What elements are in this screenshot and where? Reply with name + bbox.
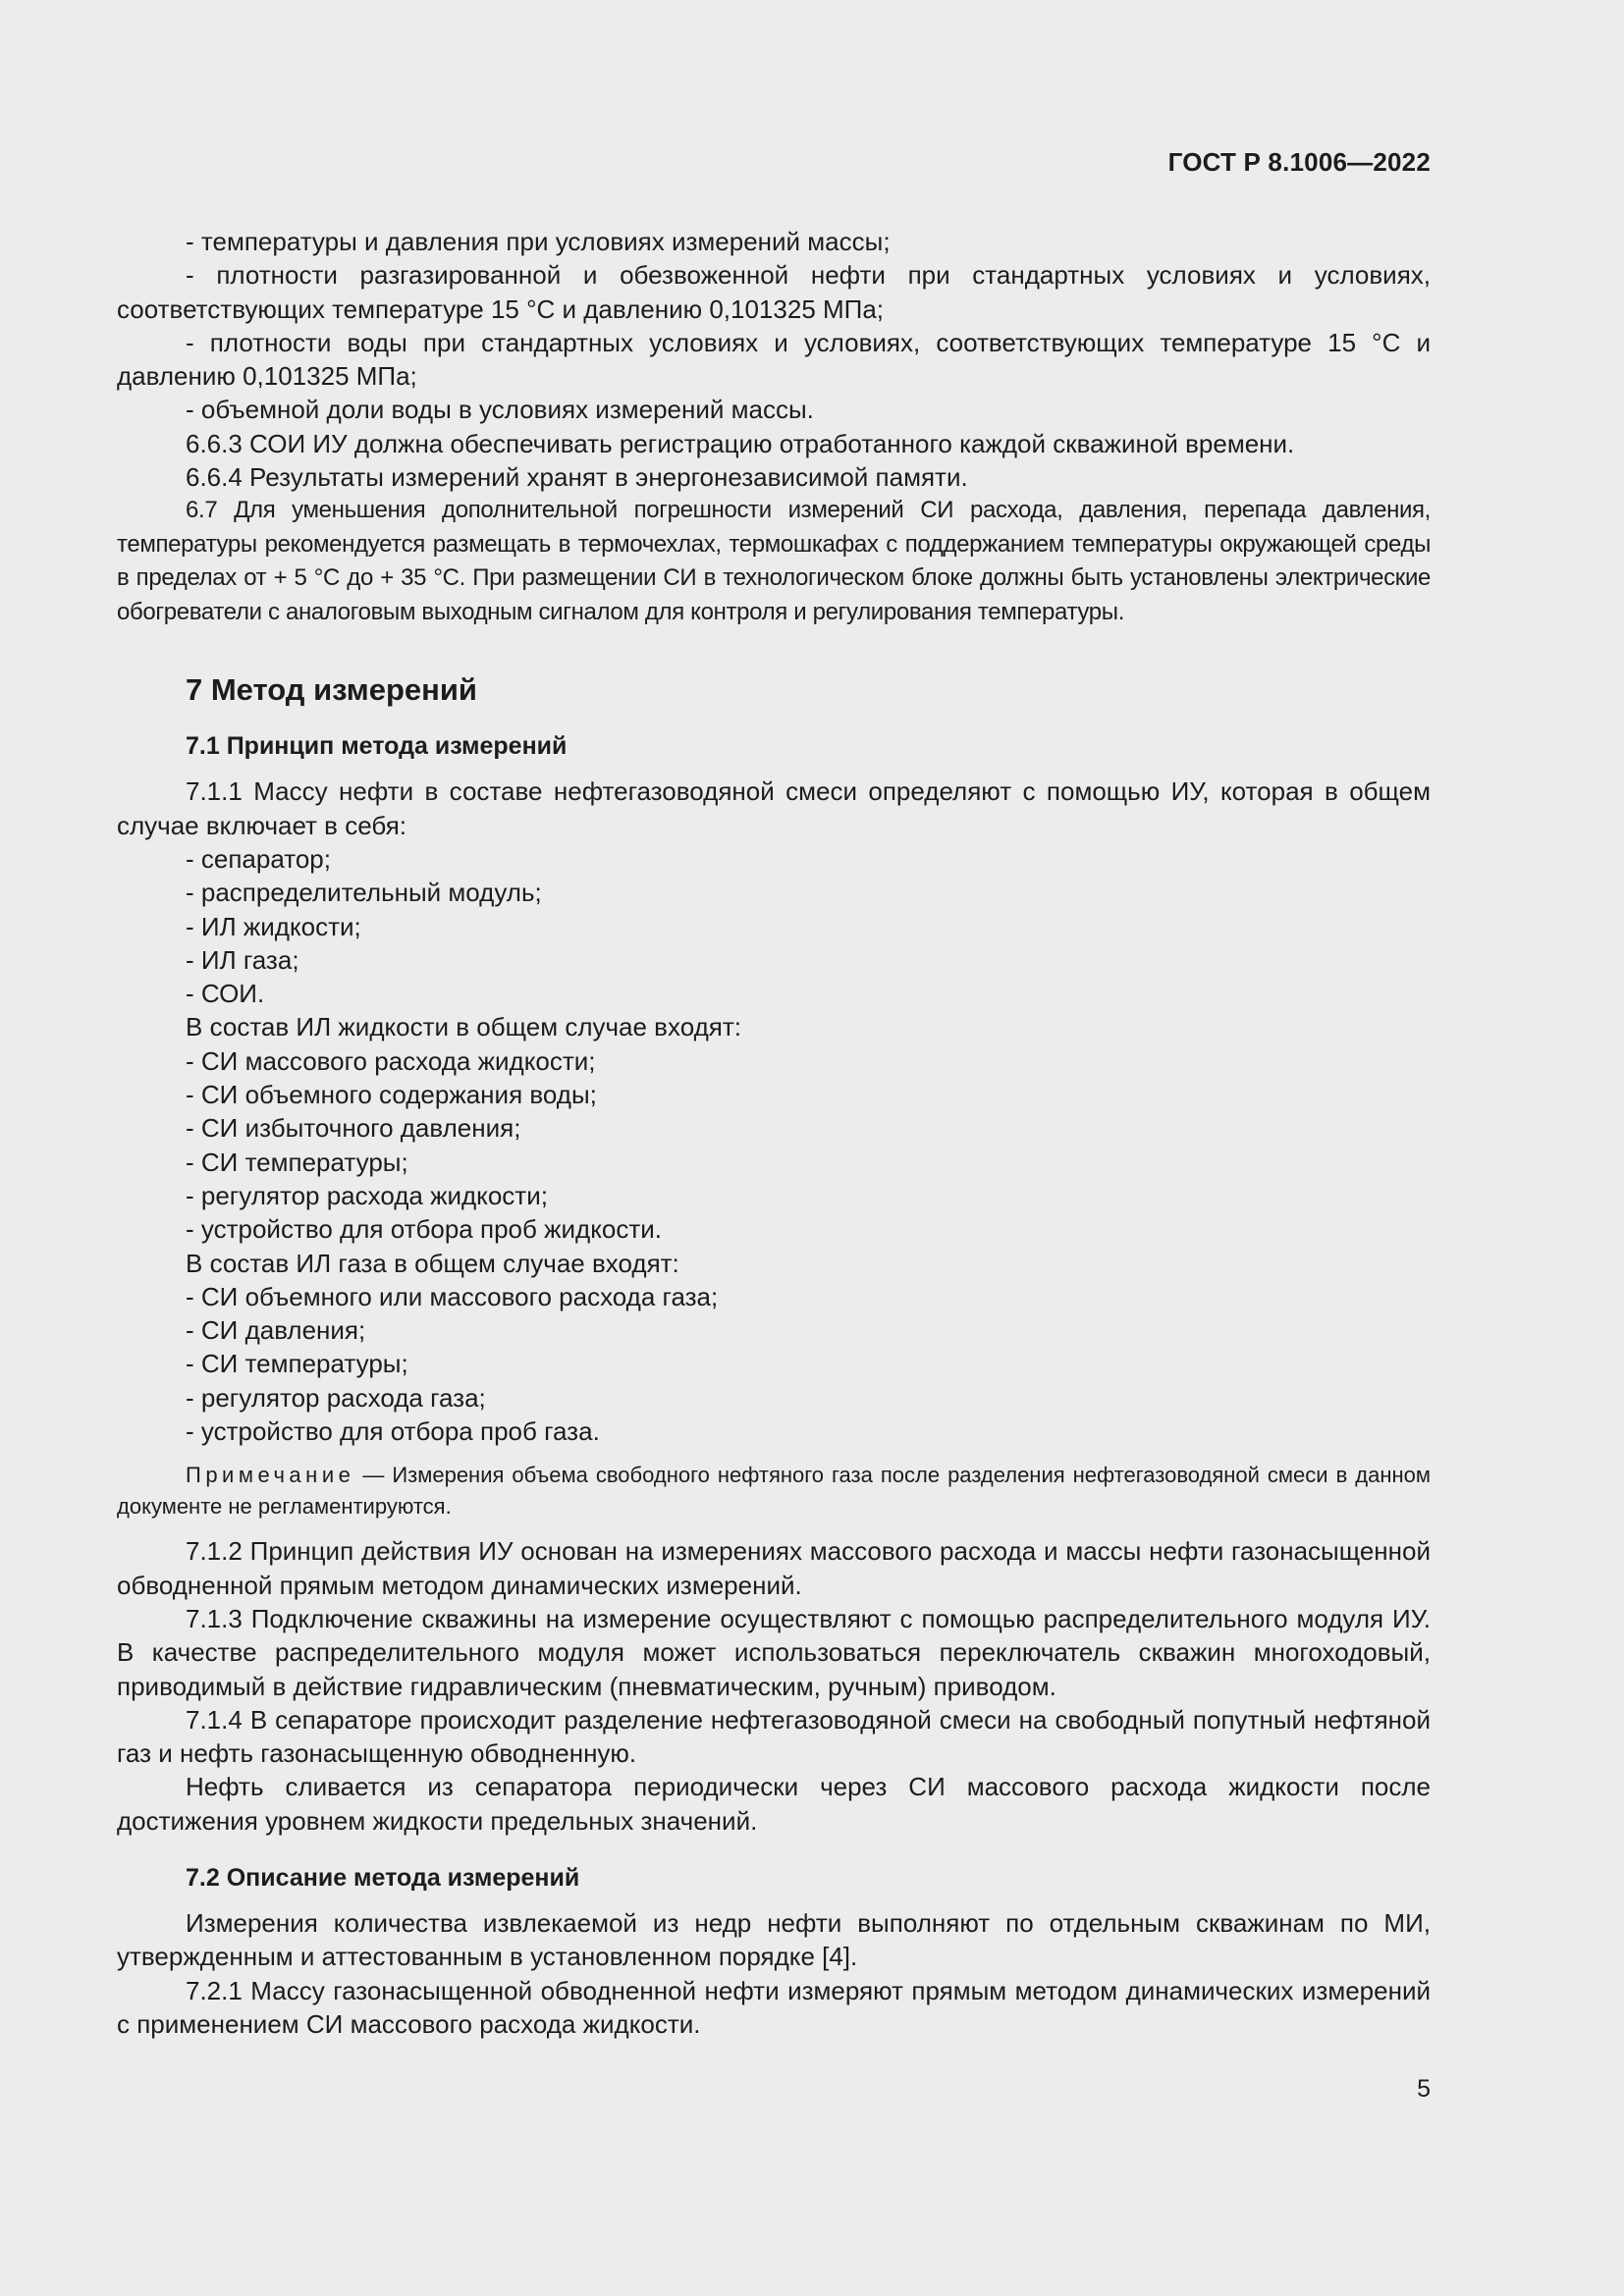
list-item: - СИ объемного содержания воды; [186, 1080, 597, 1110]
list-item: - СИ избыточного давления; [186, 1113, 521, 1144]
list-item: - устройство для отбора проб жидкости. [186, 1214, 662, 1245]
clause-7-1-3: 7.1.3 Подключение скважины на измерение осуществляют с помощью распределительного модуля ИУ. В качестве распределительного модуля может использоваться переключатель скважин многоходовый, приводимый в действие гидравлическим (пневматическим, ручным) приводом. [117, 1603, 1431, 1701]
subsection-7-1-heading: 7.1 Принцип метода измерений [186, 732, 568, 761]
list-item: - ИЛ газа; [186, 944, 299, 975]
clause-7-1-4: 7.1.4 В сепараторе происходит разделение нефтегазоводяной смеси на свободный попутный нефтяной газ и нефть газонасыщенную обводненную. [117, 1704, 1431, 1769]
note-label: Примечание [186, 1463, 355, 1488]
clause-7-1-2: 7.1.2 Принцип действия ИУ основан на измерениях массового расхода и массы нефти газонасыщенной обводненной прямым методом динамических измерений. [117, 1536, 1431, 1600]
list-item: - устройство для отбора проб газа. [186, 1416, 600, 1447]
gas-line-intro: В состав ИЛ газа в общем случае входят: [186, 1248, 679, 1278]
list-item: - регулятор расхода газа; [186, 1382, 486, 1413]
page-number: 5 [1417, 2075, 1431, 2103]
list-item: - распределительный модуль; [186, 878, 542, 908]
clause-7-2-1: 7.2.1 Массу газонасыщенной обводненной нефти измеряют прямым методом динамических измерений с применением СИ массового расхода жидкости. [117, 1975, 1431, 2039]
list-item: - СОИ. [186, 979, 265, 1009]
clause-6-6-3: 6.6.3 СОИ ИУ должна обеспечивать регистрацию отработанного каждой скважиной времени. [186, 428, 1295, 458]
list-item: - СИ давления; [186, 1315, 366, 1346]
subsection-7-2-heading: 7.2 Описание метода измерений [186, 1863, 580, 1892]
clause-7-2: Измерения количества извлекаемой из недр нефти выполняют по отдельным скважинам по МИ, утвержденным и аттестованным в установленном порядке [4]. [117, 1907, 1431, 1972]
clause-6-6-4: 6.6.4 Результаты измерений хранят в энергонезависимой памяти. [186, 462, 968, 493]
list-item: - СИ массового расхода жидкости; [186, 1045, 596, 1076]
clause-6-7: 6.7 Для уменьшения дополнительной погрешности измерений СИ расхода, давления, перепада давления, температуры рекомендуется размещать в термочехлах, термошкафах с поддержанием температуры окружающей среды в пределах от + 5 °С до + 35 °С. При размещении СИ в технологическом блоке должны быть установлены электрические обогреватели с аналоговым выходным сигналом для контроля и регулирования температуры. [117, 497, 1431, 625]
liquid-line-intro: В состав ИЛ жидкости в общем случае входят: [186, 1012, 741, 1042]
list-item: - сепаратор; [186, 843, 331, 874]
intro-list-item: - температуры и давления при условиях измерений массы; [186, 227, 891, 256]
list-item: - ИЛ жидкости; [186, 911, 361, 941]
list-item: - СИ температуры; [186, 1349, 408, 1379]
clause-7-1-1: 7.1.1 Массу нефти в составе нефтегазоводяной смеси определяют с помощью ИУ, которая в общем случае включает в себя: [117, 776, 1431, 840]
page-content [117, 225, 1431, 2041]
clause-7-1-4-continued: Нефть сливается из сепаратора периодически через СИ массового расхода жидкости после достижения уровнем жидкости предельных значений. [117, 1772, 1431, 1836]
document-code: ГОСТ Р 8.1006—2022 [1167, 147, 1431, 177]
note-text: — Измерения объема свободного нефтяного газа после разделения нефтегазоводяной смеси в данном документе не регламентируются. [117, 1463, 1431, 1520]
list-item: - регулятор расхода жидкости; [186, 1180, 548, 1210]
list-item: - СИ объемного или массового расхода газа; [186, 1281, 719, 1311]
list-item: - СИ температуры; [186, 1147, 408, 1177]
note [117, 1460, 1431, 1522]
section-7-heading: 7 Метод измерений [186, 672, 477, 708]
intro-list-item: - плотности воды при стандартных условиях и условиях, соответствующих температуре 15 °С и давлению 0,101325 МПа; [117, 327, 1431, 392]
intro-list-item: - объемной доли воды в условиях измерений массы. [186, 395, 814, 425]
intro-list-item: - плотности разгазированной и обезвоженной нефти при стандартных условиях и условиях, соответствующих температуре 15 °С и давлению 0,101325 МПа; [117, 260, 1431, 324]
